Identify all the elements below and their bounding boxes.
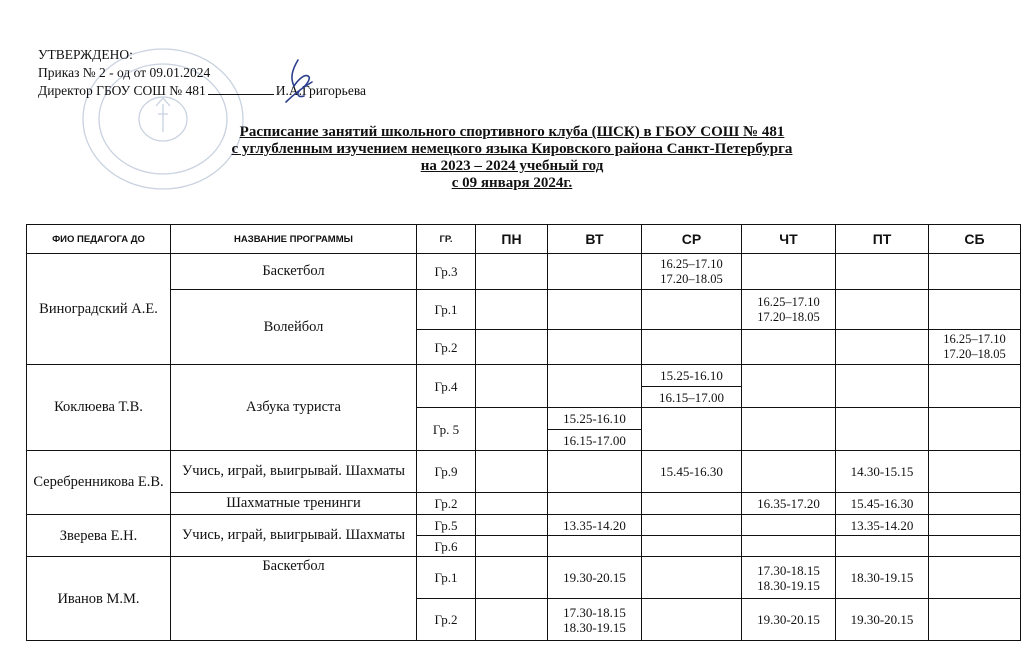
- time-cell: [476, 557, 548, 599]
- time-cell: [476, 536, 548, 557]
- director-name: И.А.Григорьева: [275, 83, 367, 98]
- teacher-cell: Виноградский А.Е.: [27, 254, 171, 365]
- title-line-3: на 2023 – 2024 учебный год: [420, 158, 604, 174]
- time-cell: [642, 493, 742, 515]
- time-cell: [642, 557, 742, 599]
- teacher-cell: Зверева Е.Н.: [27, 515, 171, 557]
- time-cell: [476, 599, 548, 641]
- time-cell: [929, 330, 1021, 365]
- time-cell: [742, 451, 836, 493]
- schedule-table: [26, 224, 1021, 641]
- document-title: [0, 124, 1024, 192]
- time-slot: 18.30-19.15: [757, 577, 820, 593]
- table-row: [27, 515, 1021, 536]
- time-cell: [929, 254, 1021, 290]
- time-cell: 15.45-16.30: [836, 493, 929, 515]
- title-line-1: Расписание занятий школьного спортивного клуба (ШСК) в ГБОУ СОШ № 481: [239, 124, 785, 140]
- time-cell: 16.15-17.00: [548, 430, 642, 451]
- table-row: [27, 290, 1021, 330]
- header-row: [27, 225, 1021, 254]
- time-cell: 16.35-17.20: [742, 493, 836, 515]
- group-cell: Гр.2: [417, 599, 476, 641]
- time-slot: 17.20–18.05: [660, 271, 723, 286]
- time-cell: [476, 515, 548, 536]
- program-cell: Баскетбол: [171, 557, 417, 641]
- time-cell: [642, 408, 742, 451]
- time-cell: [548, 254, 642, 290]
- time-cell: [836, 330, 929, 365]
- time-cell: [742, 408, 836, 451]
- group-cell: Гр.4: [417, 365, 476, 408]
- time-slot: 16.25–17.10: [943, 332, 1006, 346]
- time-cell: 16.15–17.00: [642, 387, 742, 408]
- time-cell: [929, 451, 1021, 493]
- time-cell: [929, 536, 1021, 557]
- time-slot: 16.25–17.10: [757, 294, 820, 309]
- time-cell: [642, 330, 742, 365]
- time-cell: 15.45-16.30: [642, 451, 742, 493]
- time-cell: [836, 254, 929, 290]
- col-thu: ЧТ: [742, 225, 836, 254]
- group-cell: Гр.2: [417, 493, 476, 515]
- time-cell: [476, 330, 548, 365]
- time-cell: 15.25-16.10: [642, 365, 742, 387]
- time-cell: [642, 290, 742, 330]
- col-teacher: ФИО ПЕДАГОГА ДО: [27, 225, 171, 254]
- time-slot: 18.30-19.15: [563, 619, 626, 635]
- time-cell: [548, 493, 642, 515]
- time-slot: 17.20–18.05: [943, 347, 1006, 361]
- time-cell: [836, 365, 929, 408]
- time-cell: [548, 451, 642, 493]
- program-cell: Баскетбол: [171, 254, 417, 290]
- program-cell: Учись, играй, выигрывай. Шахматы: [171, 515, 417, 557]
- time-cell: [548, 365, 642, 408]
- time-cell: [742, 536, 836, 557]
- time-cell: [836, 290, 929, 330]
- title-line-4: с 09 января 2024г.: [451, 175, 573, 191]
- signature-line: [208, 82, 274, 95]
- time-cell: 13.35-14.20: [836, 515, 929, 536]
- time-cell: [929, 365, 1021, 408]
- col-sat: СБ: [929, 225, 1021, 254]
- group-cell: Гр.5: [417, 515, 476, 536]
- group-cell: Гр.6: [417, 536, 476, 557]
- time-cell: 19.30-20.15: [548, 557, 642, 599]
- col-mon: ПН: [476, 225, 548, 254]
- time-cell: [476, 254, 548, 290]
- table-row: [27, 557, 1021, 599]
- time-cell: [548, 330, 642, 365]
- col-group: ГР.: [417, 225, 476, 254]
- table-row: [27, 493, 1021, 515]
- col-fri: ПТ: [836, 225, 929, 254]
- time-cell: [642, 254, 742, 290]
- time-cell: [476, 493, 548, 515]
- teacher-cell: Серебренникова Е.В.: [27, 451, 171, 515]
- teacher-cell: Коклюева Т.В.: [27, 365, 171, 451]
- program-cell: Учись, играй, выигрывай. Шахматы: [171, 451, 417, 493]
- col-wed: СР: [642, 225, 742, 254]
- time-cell: [548, 536, 642, 557]
- time-cell: [742, 290, 836, 330]
- time-slot: 17.30-18.15: [563, 604, 626, 620]
- time-cell: 18.30-19.15: [836, 557, 929, 599]
- group-cell: Гр.1: [417, 557, 476, 599]
- group-cell: Гр.1: [417, 290, 476, 330]
- time-slot: 17.20–18.05: [757, 309, 820, 324]
- time-cell: [929, 493, 1021, 515]
- table-row: [27, 451, 1021, 493]
- approved-label: УТВЕРЖДЕНО:: [38, 47, 133, 62]
- order-line: Приказ № 2 - од от 09.01.2024: [38, 65, 211, 80]
- time-cell: [642, 515, 742, 536]
- time-cell: 15.25-16.10: [548, 408, 642, 430]
- time-cell: [548, 290, 642, 330]
- time-cell: [742, 330, 836, 365]
- time-cell: [742, 254, 836, 290]
- director-signature: [268, 56, 328, 106]
- time-cell: [929, 408, 1021, 451]
- time-cell: [929, 599, 1021, 641]
- time-cell: 14.30-15.15: [836, 451, 929, 493]
- table-row: [27, 365, 1021, 387]
- time-cell: [548, 599, 642, 641]
- group-cell: Гр.2: [417, 330, 476, 365]
- time-cell: [642, 599, 742, 641]
- time-cell: [476, 408, 548, 451]
- time-cell: [929, 290, 1021, 330]
- group-cell: Гр. 5: [417, 408, 476, 451]
- teacher-cell: Иванов М.М.: [27, 557, 171, 641]
- group-cell: Гр.3: [417, 254, 476, 290]
- group-cell: Гр.9: [417, 451, 476, 493]
- col-tue: ВТ: [548, 225, 642, 254]
- time-cell: 19.30-20.15: [742, 599, 836, 641]
- time-cell: [929, 557, 1021, 599]
- time-cell: 19.30-20.15: [836, 599, 929, 641]
- time-cell: [836, 536, 929, 557]
- program-cell: Азбука туриста: [171, 365, 417, 451]
- time-cell: [642, 536, 742, 557]
- time-cell: [476, 451, 548, 493]
- time-cell: [836, 408, 929, 451]
- time-slot: 17.30-18.15: [757, 562, 820, 578]
- time-cell: [742, 557, 836, 599]
- table-row: [27, 254, 1021, 290]
- title-line-2: с углубленным изучением немецкого языка Кировского района Санкт-Петербурга: [231, 141, 793, 157]
- time-cell: [476, 290, 548, 330]
- program-cell: Волейбол: [171, 290, 417, 365]
- time-cell: [476, 365, 548, 408]
- time-cell: [742, 515, 836, 536]
- director-prefix: Директор ГБОУ СОШ № 481: [38, 83, 206, 98]
- time-cell: [742, 365, 836, 408]
- time-slot: 16.25–17.10: [660, 256, 723, 271]
- time-cell: 13.35-14.20: [548, 515, 642, 536]
- col-program: НАЗВАНИЕ ПРОГРАММЫ: [171, 225, 417, 254]
- time-cell: [929, 515, 1021, 536]
- program-cell: Шахматные тренинги: [171, 493, 417, 515]
